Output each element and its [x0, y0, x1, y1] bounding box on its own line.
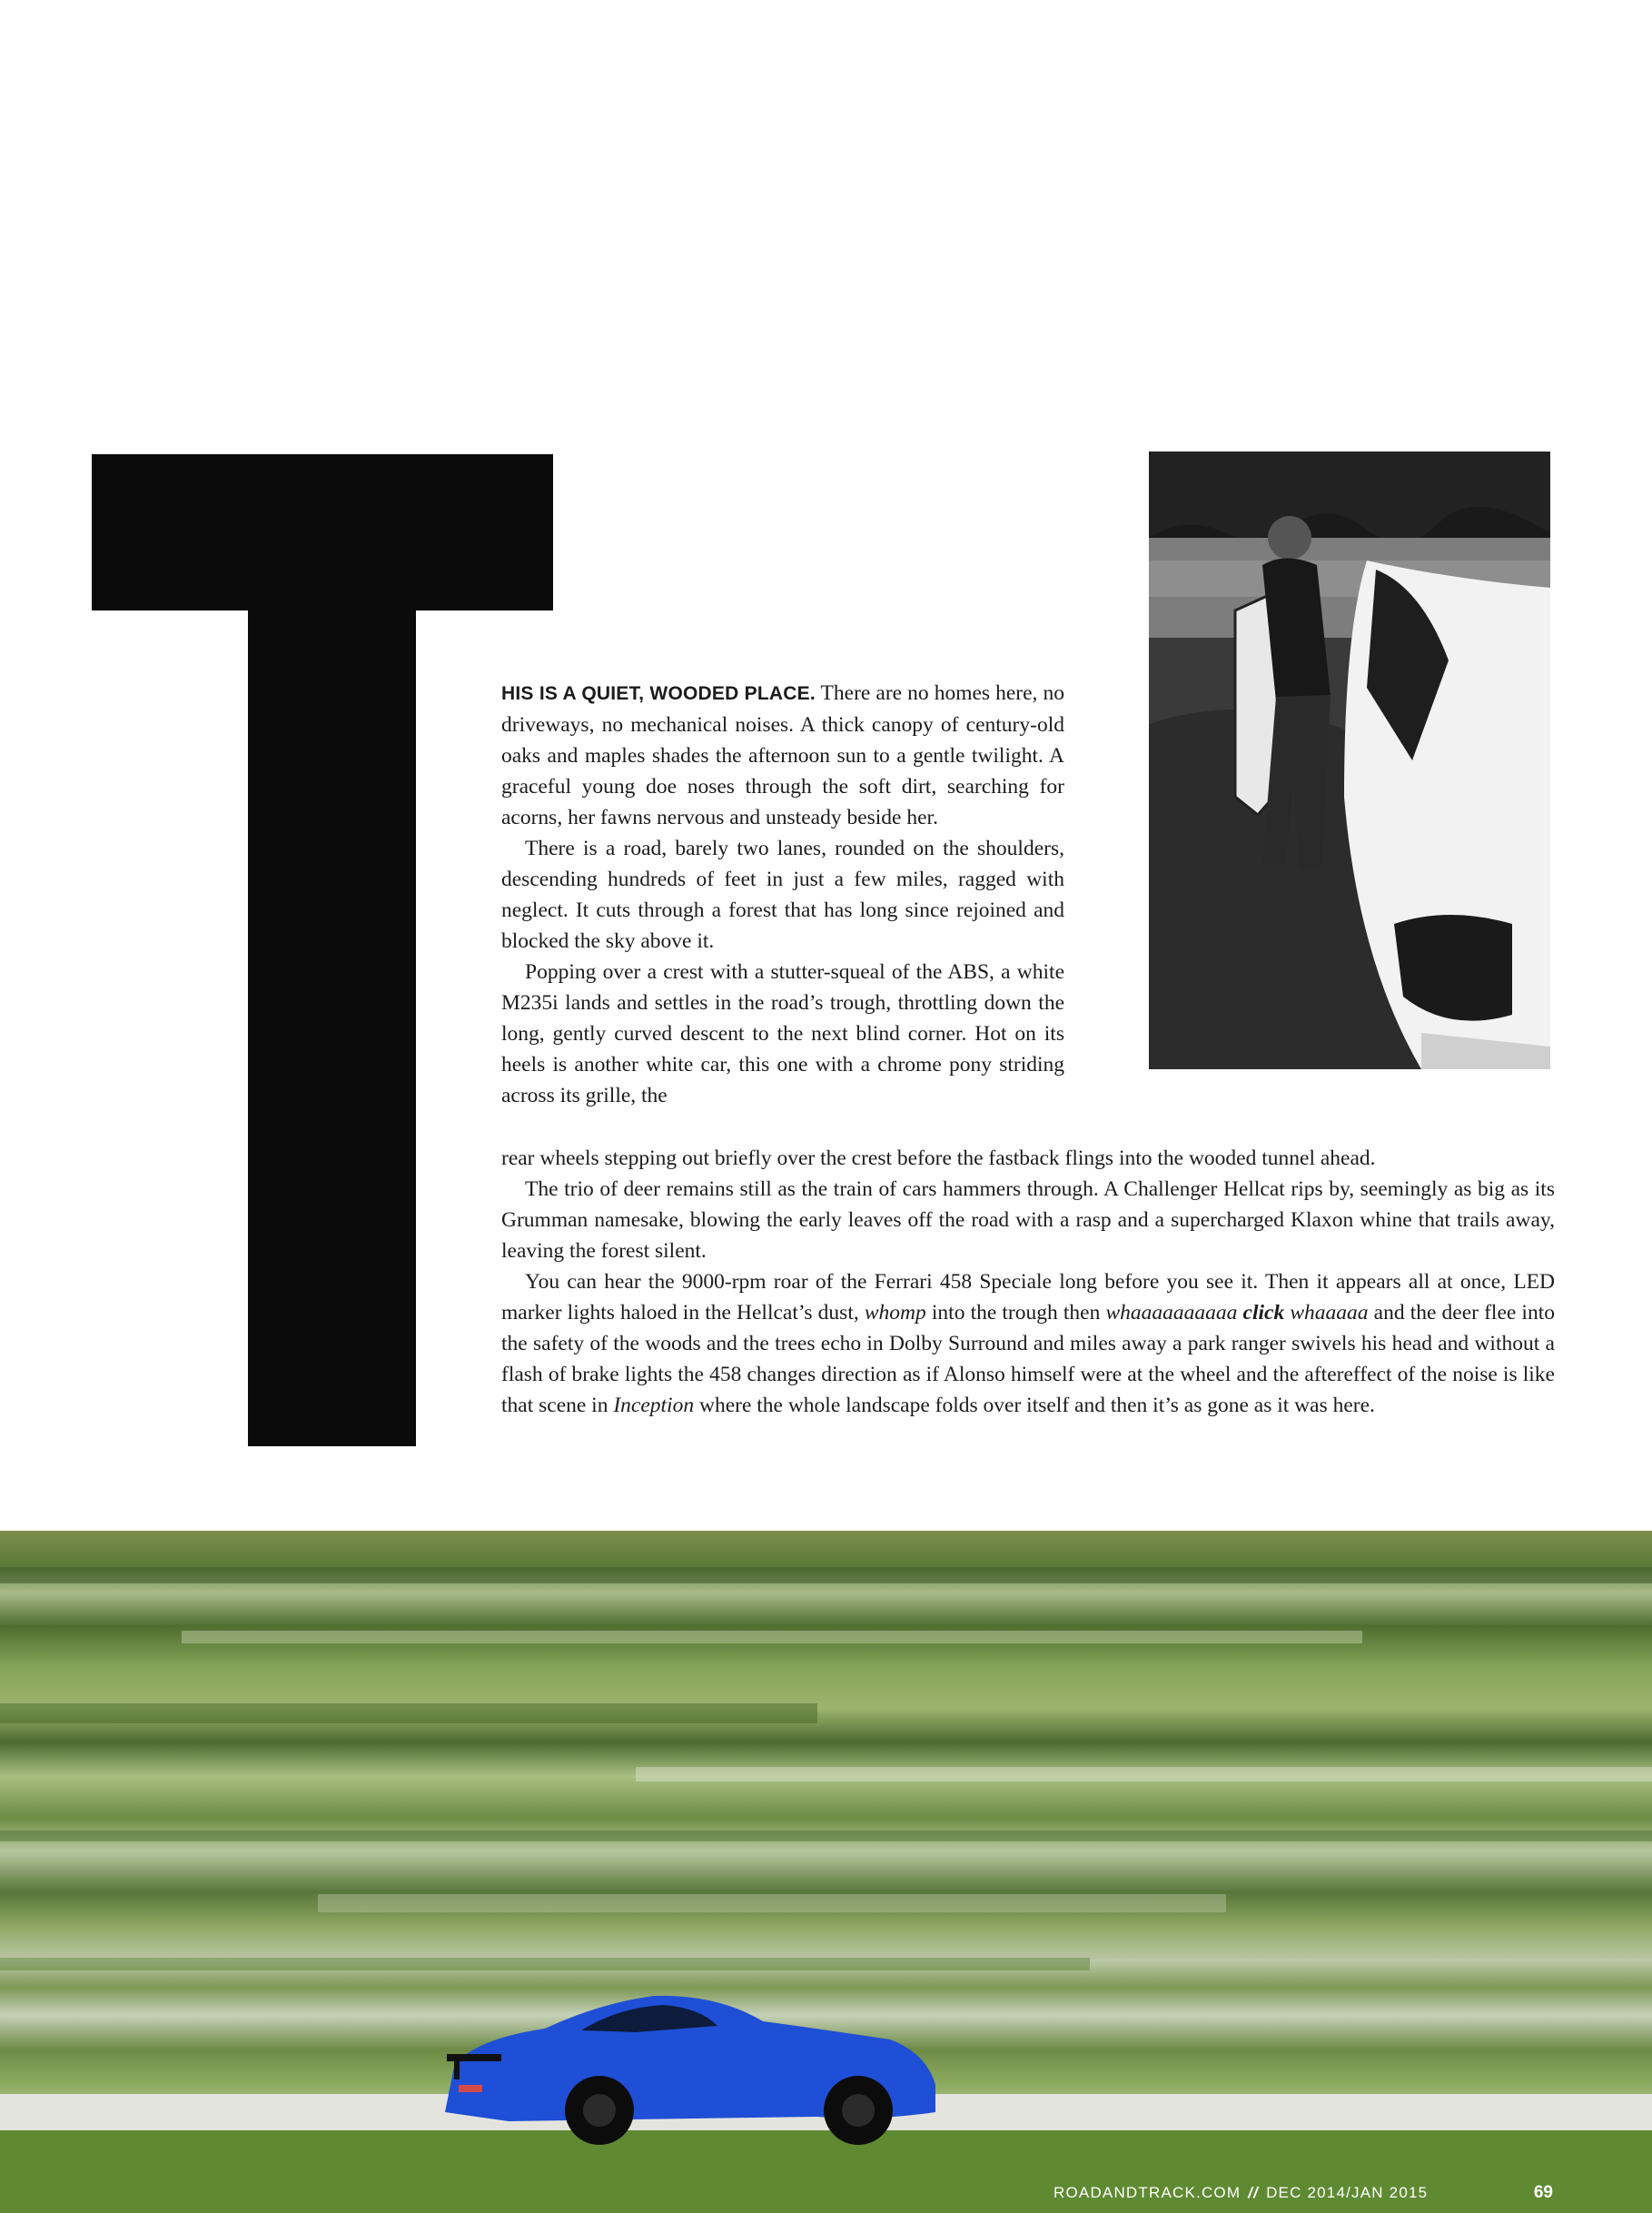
- article-column-wide: [501, 1143, 1555, 1421]
- article-p5-text-c: and the deer flee into the safety of the woods and the trees echo in Dolby Surround and miles away a park ranger swivels his head and without a flash of brake lights the 458 changes direction as if Alonso himself were at the wheel and the aftereffect of the noise is like that scene in: [501, 1301, 1555, 1417]
- article-p5-text-b: into the trough then: [925, 1301, 1106, 1325]
- article-paragraph-1: [501, 678, 1064, 833]
- photo-blue-car-motion: [0, 1531, 1652, 2213]
- dropcap-stem: [248, 609, 416, 1446]
- page-number: 69: [1533, 2183, 1553, 2202]
- footer-separator: //: [1248, 2184, 1260, 2201]
- article-p5-click: click: [1242, 1301, 1285, 1325]
- article-lead-in: HIS IS A QUIET, WOODED PLACE.: [501, 683, 816, 704]
- dropcap-bar: [92, 454, 553, 610]
- article-p5-text-d: where the whole landscape folds over itself and then it’s as gone as it was here.: [694, 1394, 1375, 1417]
- article-p5-inception: Inception: [613, 1394, 695, 1417]
- article-p5-whomp: whomp: [864, 1301, 926, 1325]
- article-paragraph-3-part-1: Popping over a crest with a stutter-squeal of the ABS, a white M235i lands and settles in the road’s trough, throttling down the long, gently curved descent to the next blind corner. Hot on its heels is another white car, this one with a chrome pony striding across its grille, the: [501, 960, 1064, 1107]
- page-footer: [1054, 2183, 1553, 2203]
- article-p5-whaaa-1: whaaaaaaaaaa: [1105, 1301, 1238, 1325]
- article-column-narrow: [501, 678, 1064, 1111]
- article-paragraph-3-part-2: rear wheels stepping out briefly over the crest before the fastback flings into the wooded tunnel ahead.: [501, 1146, 1376, 1170]
- footer-site: ROADANDTRACK.COM: [1054, 2184, 1241, 2201]
- article-paragraph-1-text: There are no homes here, no driveways, no mechanical noises. A thick canopy of century-old oaks and maples shades the afternoon sun to a gentle twilight. A graceful young doe noses through the soft dirt, searching for acorns, her fawns nervous and unsteady beside her.: [501, 681, 1064, 829]
- article-paragraph-2: There is a road, barely two lanes, rounded on the shoulders, descending hundreds of feet in just a few miles, ragged with neglect. It cuts through a forest that has long since rejoined and blocked the sky above it.: [501, 837, 1064, 953]
- article-p5-whaaa-2: whaaaaa: [1290, 1301, 1369, 1325]
- photo-man-illustration: [1149, 452, 1550, 1069]
- article-paragraph-4: The trio of deer remains still as the train of cars hammers through. A Challenger Hellcat rips by, seemingly as big as its Grumman namesake, blowing the early leaves off the road with a rasp and a supercharged Klaxon whine that trails away, leaving the forest silent.: [501, 1177, 1555, 1263]
- article-p5-text-a: You can hear the 9000-rpm roar of the Ferrari 458 Speciale long before you see it. Then it appears all at once, LED marker lights haloed in the Hellcat’s dust,: [501, 1270, 1555, 1325]
- photo-man-leaning-on-car: [1149, 452, 1550, 1069]
- footer-issue: DEC 2014/JAN 2015: [1266, 2184, 1429, 2201]
- photo-blue-car-illustration: [0, 1531, 1652, 2213]
- article-paragraph-5: [501, 1266, 1555, 1421]
